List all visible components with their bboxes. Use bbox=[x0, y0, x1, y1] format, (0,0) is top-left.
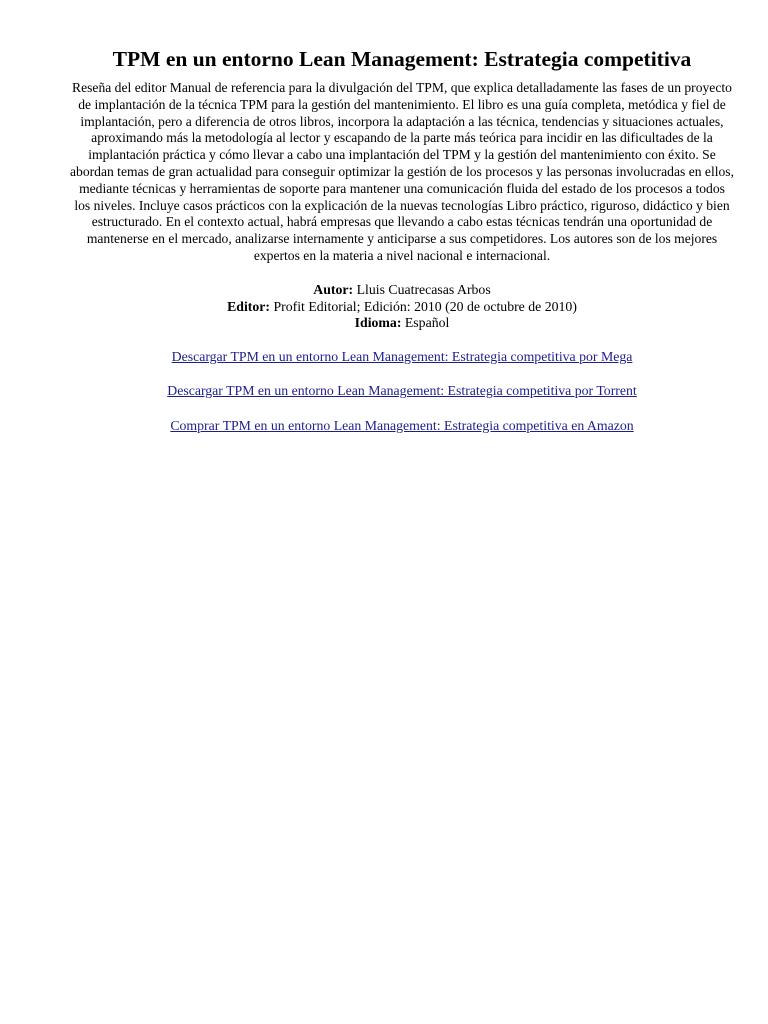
download-links bbox=[0, 349, 768, 434]
book-review-paragraph: Reseña del editor Manual de referencia para la divulgación del TPM, que explica detalladamente las fases de un proyecto de implantación de la técnica TPM para la gestión del mantenimiento. El libro es una guía completa, metódica y fiel de implantación, pero a diferencia de otros libros, incorpora la adaptación a las técnica, tendencias y situaciones actuales, aproximando más la metodología al lector y escapando de la parte más teórica para incidir en las dificultades de la implantación práctica y cómo llevar a cabo una implantación del TPM y la gestión del mantenimiento con éxito. Se abordan temas de gran actualidad para conseguir optimizar la gestión de los procesos y las personas involucradas en ellos, mediante técnicas y herramientas de soporte para mantener una comunicación fluida del estado de los procesos a todos los niveles. Incluye casos prácticos con la explicación de la nuevas tecnologías Libro práctico, riguroso, didáctico y bien estructurado. En el contexto actual, habrá empresas que llevando a cabo estas técnicas tendrán una oportunidad de mantenerse en el mercado, analizarse internamente y anticiparse a sus competidores. Los autores son de los mejores expertos en la materia a nivel nacional e internacional. bbox=[70, 80, 734, 263]
editor-label: Editor: bbox=[227, 298, 270, 314]
download-mega-link[interactable]: Descargar TPM en un entorno Lean Management: Estrategia competitiva por Mega bbox=[171, 349, 633, 365]
buy-amazon-link[interactable]: Comprar TPM en un entorno Lean Management: Estrategia competitiva en Amazon bbox=[170, 417, 634, 433]
book-metadata bbox=[0, 282, 768, 332]
document-title: TPM en un entorno Lean Management: Estrategia competitiva bbox=[112, 47, 692, 71]
language-label: Idioma: bbox=[354, 315, 402, 331]
editor-row bbox=[36, 299, 768, 316]
language-value: Español bbox=[404, 315, 450, 331]
author-label: Autor: bbox=[313, 281, 354, 297]
torrent-link-row bbox=[36, 383, 768, 400]
mega-link-row bbox=[36, 349, 768, 366]
language-row bbox=[36, 315, 768, 332]
download-torrent-link[interactable]: Descargar TPM en un entorno Lean Management: Estrategia competitiva por Torrent bbox=[167, 383, 637, 399]
author-value: Lluis Cuatrecasas Arbos bbox=[356, 281, 491, 297]
editor-value: Profit Editorial; Edición: 2010 (20 de octubre de 2010) bbox=[273, 298, 577, 314]
amazon-link-row bbox=[36, 418, 768, 435]
author-row bbox=[36, 282, 768, 299]
